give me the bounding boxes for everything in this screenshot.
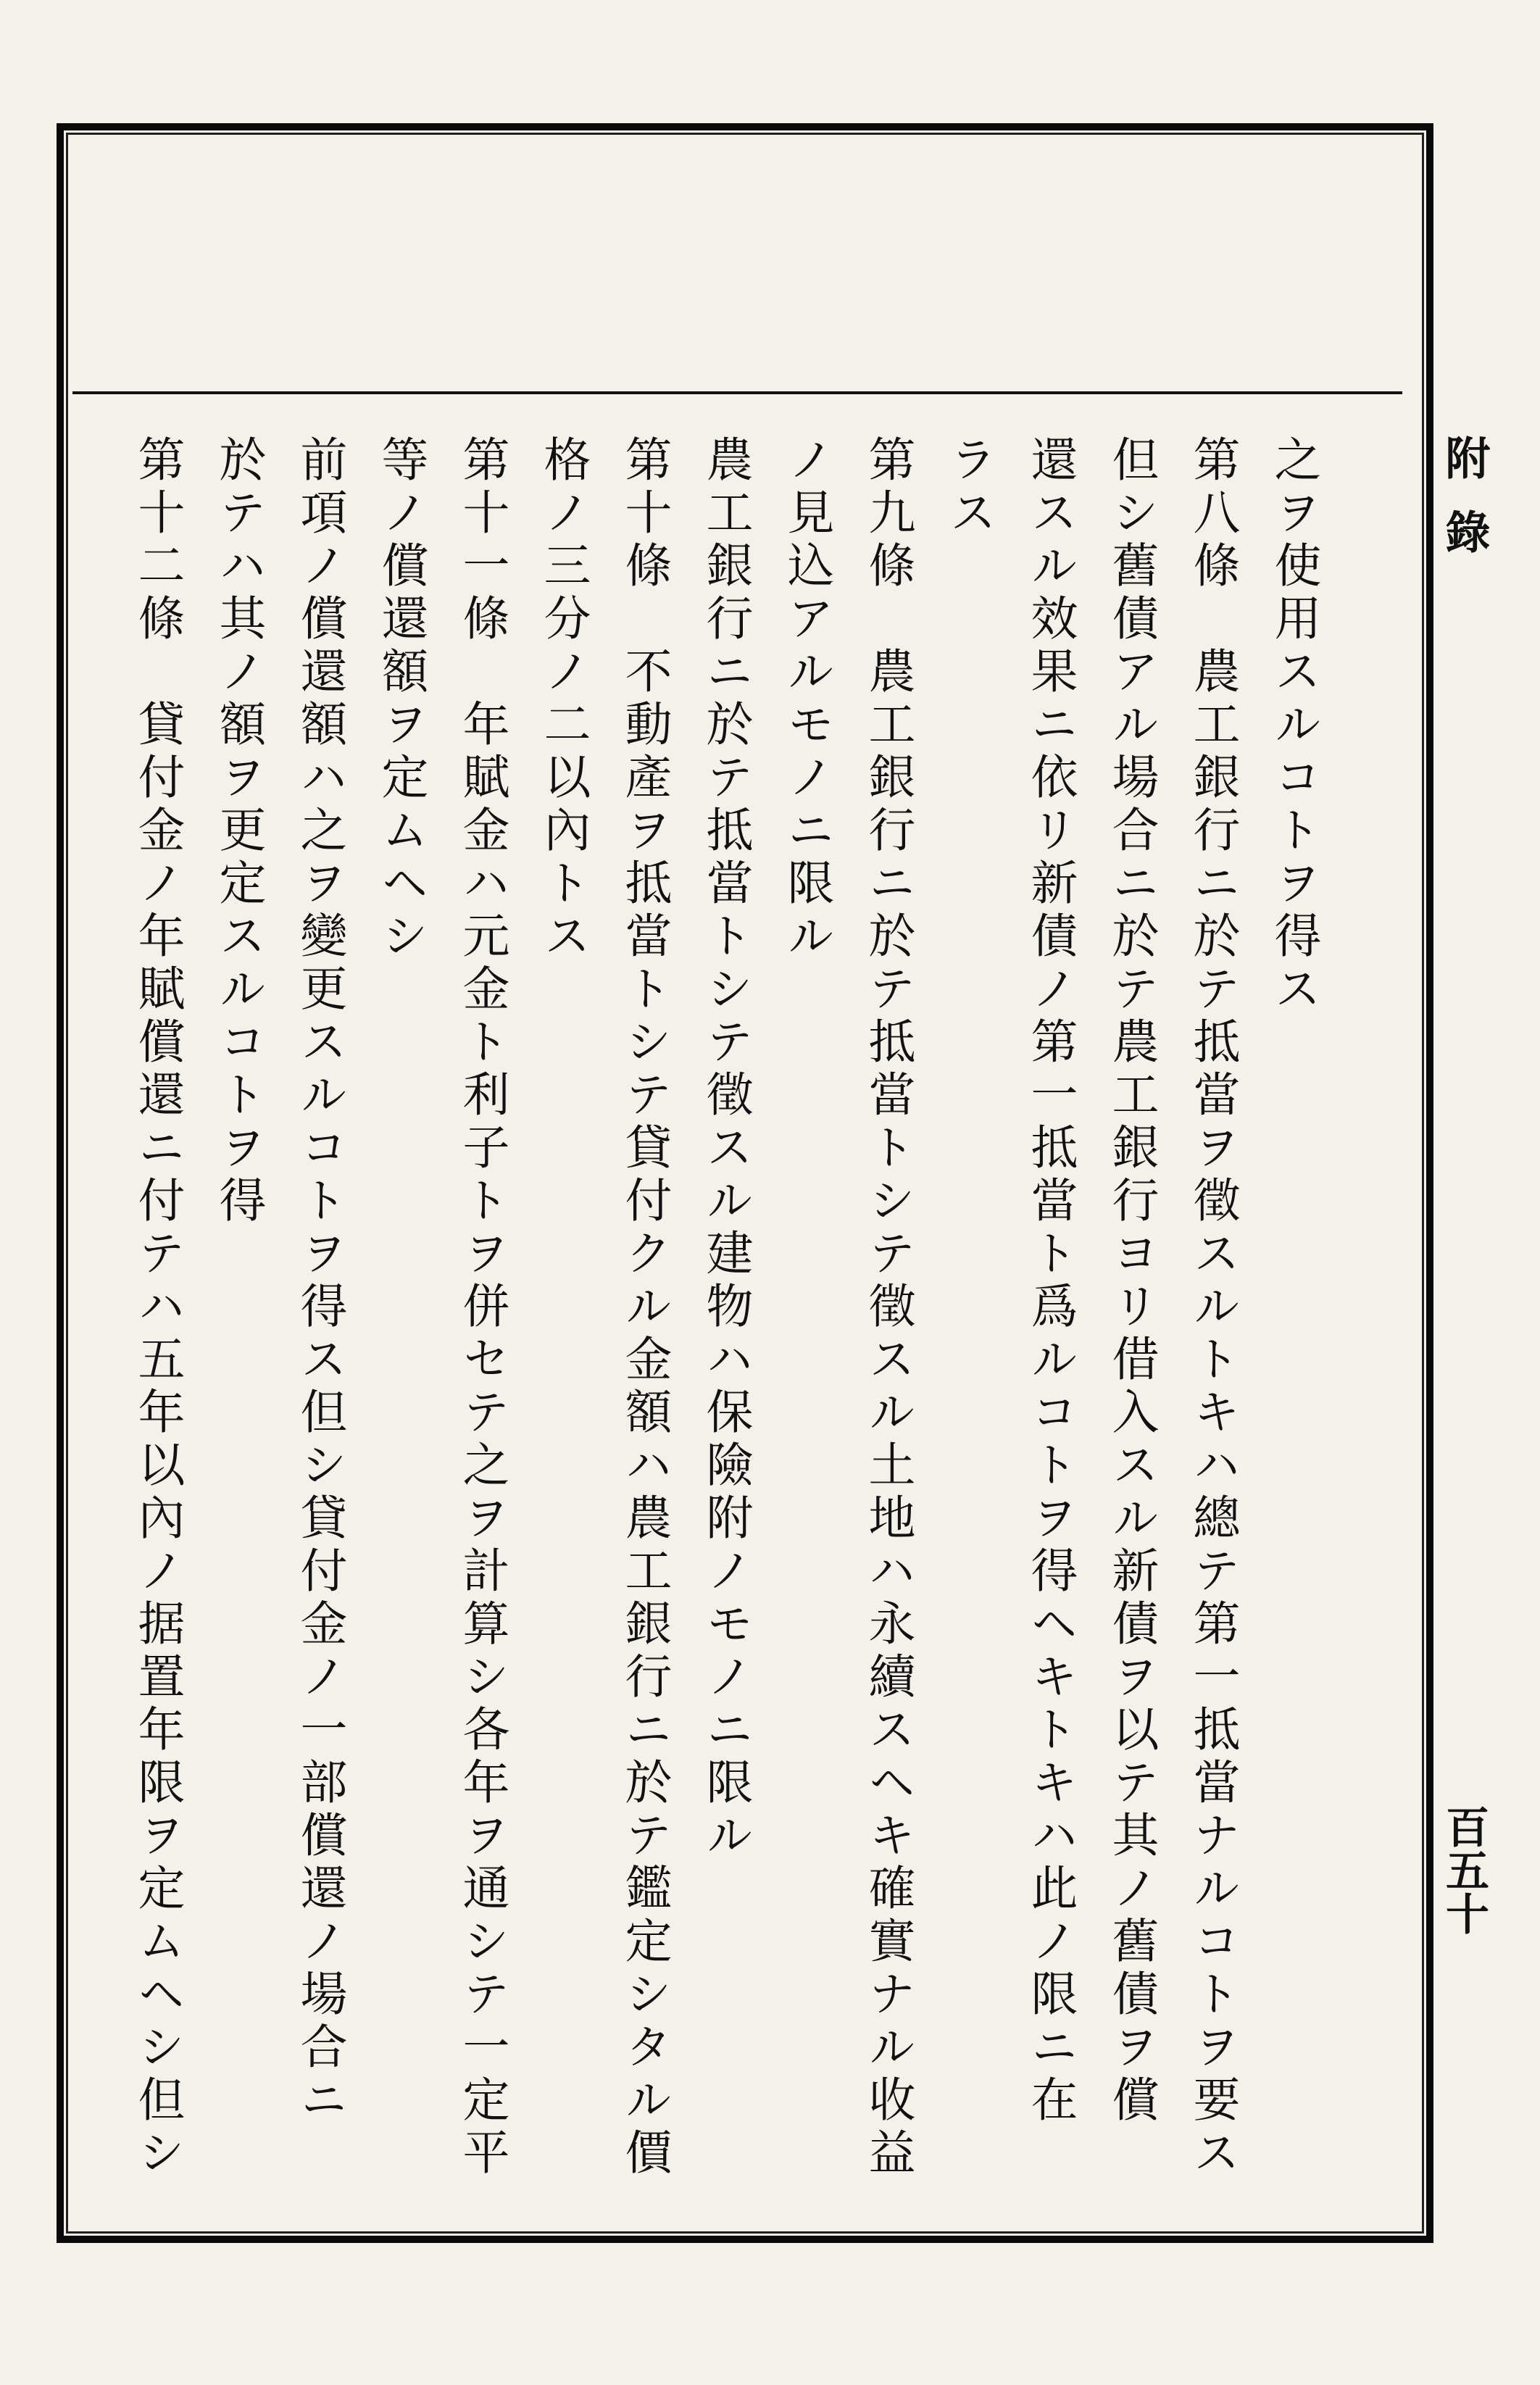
section-title: 附錄 [1438,435,1491,583]
text-line: ラス [941,435,996,541]
text-line: 格ノ三分ノ二以內トス [536,435,590,964]
text-line: 還スル效果ニ依リ新債ノ第一抵當ト爲ルコトヲ得ヘキトキハ此ノ限ニ在 [1023,435,1077,2128]
text-line: 第九條 農工銀行ニ於テ抵當トシテ徵スル土地ハ永續スヘキ確實ナル收益 [860,435,915,2181]
running-header [1424,435,1518,2247]
page-number: 百五十 [1439,1805,1489,1935]
text-line: ノ見込アルモノニ限ル [779,435,833,964]
text-line: 等ノ償還額ヲ定ムヘシ [373,435,428,964]
text-line: 第十條 不動產ヲ抵當トシテ貸付クル金額ハ農工銀行ニ於テ鑑定シタル價 [617,435,671,2181]
text-line: 前項ノ償還額ハ之ヲ變更スルコトヲ得ス但シ貸付金ノ一部償還ノ場合ニ [292,435,346,2128]
body-text [109,435,1333,2203]
text-line: 農工銀行ニ於テ抵當トシテ徵スル建物ハ保險附ノモノニ限ル [698,435,752,1863]
text-line: 之ヲ使用スルコトヲ得ス [1266,435,1320,1017]
text-line: 但シ舊債アル場合ニ於テ農工銀行ヨリ借入スル新債ヲ以テ其ノ舊債ヲ償 [1104,435,1158,2128]
text-line: 第八條 農工銀行ニ於テ抵當ヲ徵スルトキハ總テ第一抵當ナルコトヲ要ス [1185,435,1239,2181]
text-line: 於テハ其ノ額ヲ更定スルコトヲ得 [211,435,265,1228]
text-line: 第十二條 貸付金ノ年賦償還ニ付テハ五年以內ノ据置年限ヲ定ムヘシ但シ [130,435,184,2181]
text-line: 第十一條 年賦金ハ元金ト利子トヲ併セテ之ヲ計算シ各年ヲ通シテ一定平 [454,435,509,2181]
header-rule [72,391,1402,394]
